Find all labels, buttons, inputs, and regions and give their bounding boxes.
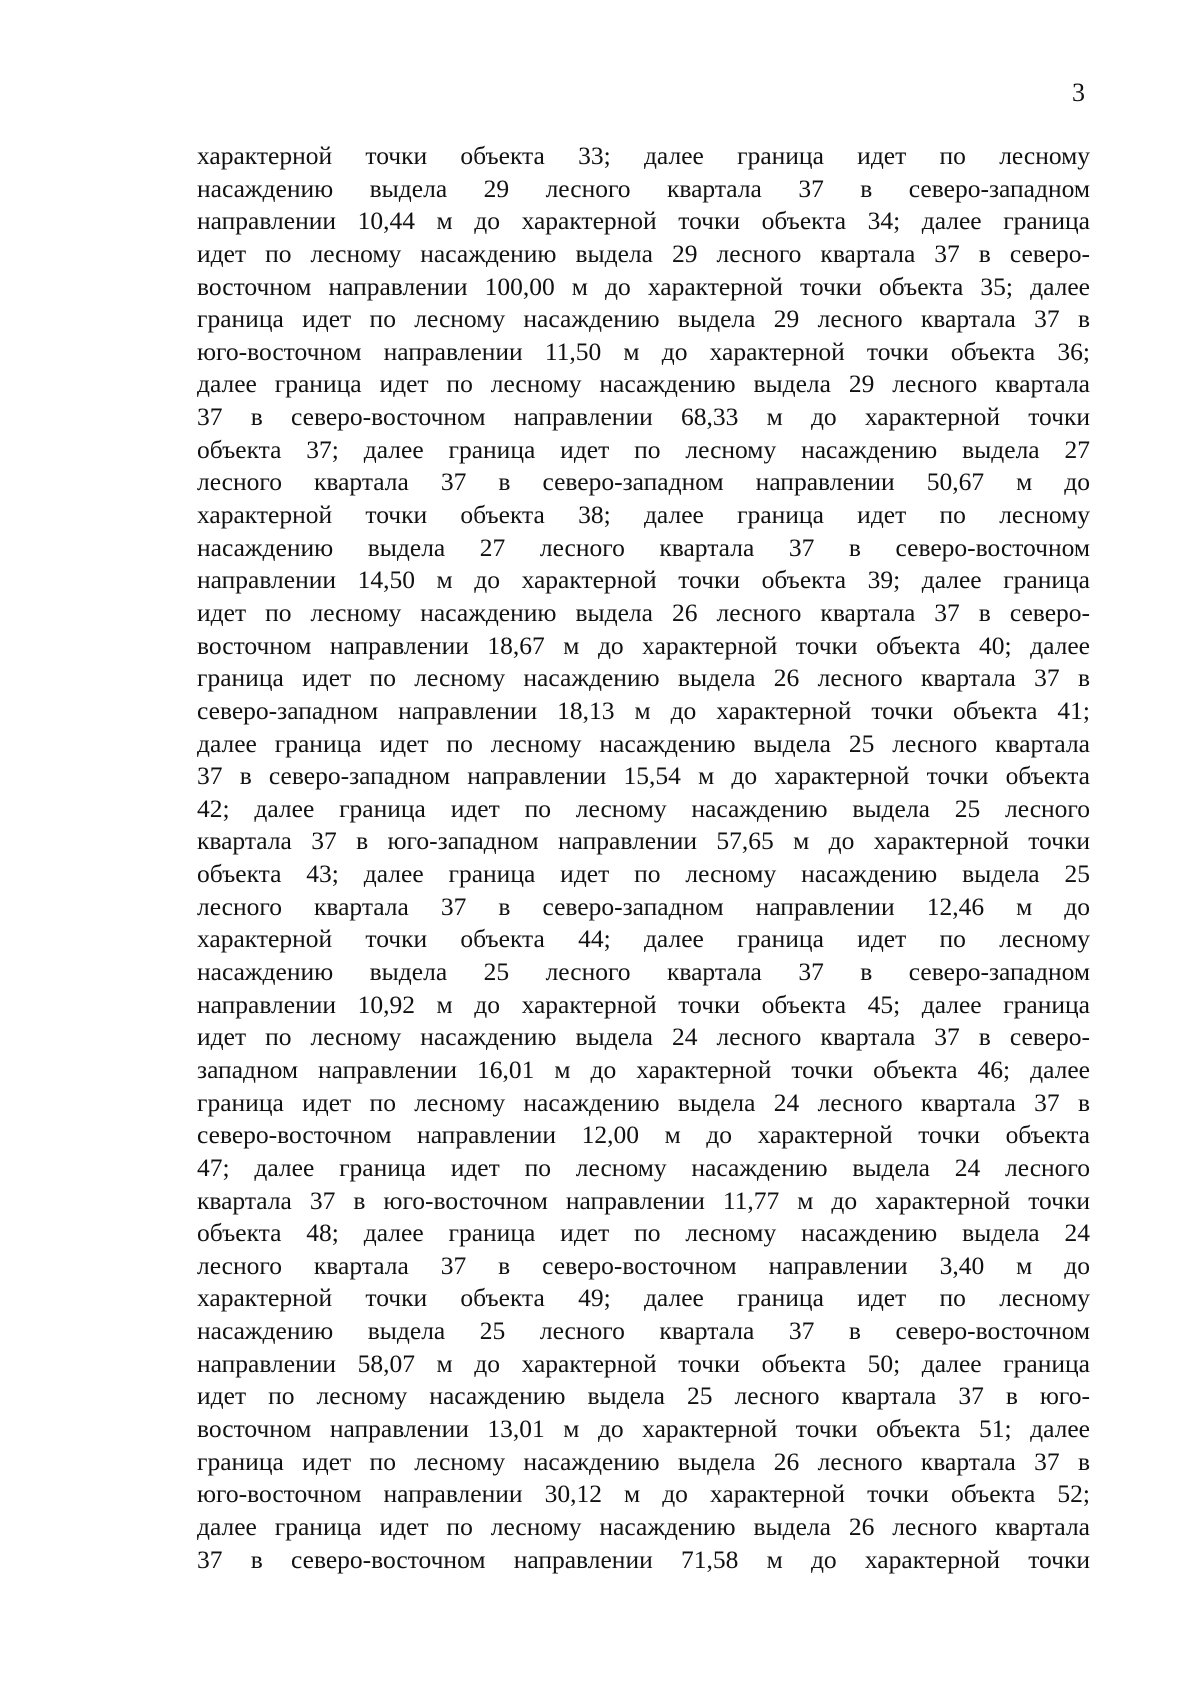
- text-line: лесного квартала 37 в северо-западном направлении 50,67 м до: [197, 467, 1090, 497]
- text-line: 37 в северо-западном направлении 15,54 м до характерной точки объекта: [197, 761, 1090, 791]
- text-line: граница идет по лесному насаждению выдела 26 лесного квартала 37 в: [197, 1446, 1090, 1476]
- text-line: идет по лесному насаждению выдела 24 лесного квартала 37 в северо-: [197, 1022, 1090, 1052]
- text-line: объекта 48; далее граница идет по лесному насаждению выдела 24: [197, 1218, 1090, 1248]
- text-line: идет по лесному насаждению выдела 29 лесного квартала 37 в северо-: [197, 238, 1090, 268]
- text-line: характерной точки объекта 49; далее граница идет по лесному: [197, 1283, 1090, 1313]
- text-line: далее граница идет по лесному насаждению выдела 29 лесного квартала: [197, 369, 1090, 399]
- text-line: далее граница идет по лесному насаждению выдела 25 лесного квартала: [197, 728, 1090, 758]
- text-line: направлении 10,92 м до характерной точки объекта 45; далее граница: [197, 989, 1090, 1019]
- text-line: идет по лесному насаждению выдела 25 лесного квартала 37 в юго-: [197, 1381, 1090, 1411]
- text-line: направлении 14,50 м до характерной точки объекта 39; далее граница: [197, 565, 1090, 595]
- text-line: квартала 37 в юго-западном направлении 57,65 м до характерной точки: [197, 826, 1090, 856]
- page-number: 3: [1072, 78, 1085, 107]
- text-line: северо-западном направлении 18,13 м до характерной точки объекта 41;: [197, 695, 1090, 725]
- text-line: направлении 58,07 м до характерной точки объекта 50; далее граница: [197, 1348, 1090, 1378]
- text-line: насаждению выдела 27 лесного квартала 37 в северо-восточном: [197, 532, 1090, 562]
- text-line: идет по лесному насаждению выдела 26 лесного квартала 37 в северо-: [197, 597, 1090, 627]
- body-text: [197, 140, 1090, 1576]
- text-line: квартала 37 в юго-восточном направлении 11,77 м до характерной точки: [197, 1185, 1090, 1215]
- text-line: граница идет по лесному насаждению выдела 29 лесного квартала 37 в: [197, 304, 1090, 334]
- text-line: юго-восточном направлении 11,50 м до характерной точки объекта 36;: [197, 336, 1090, 366]
- text-line: восточном направлении 13,01 м до характерной точки объекта 51; далее: [197, 1413, 1090, 1443]
- text-line: 37 в северо-восточном направлении 71,58 м до характерной точки: [197, 1544, 1090, 1574]
- text-line: 47; далее граница идет по лесному насаждению выдела 24 лесного: [197, 1152, 1090, 1182]
- text-line: насаждению выдела 25 лесного квартала 37 в северо-восточном: [197, 1316, 1090, 1346]
- text-line: насаждению выдела 25 лесного квартала 37 в северо-западном: [197, 957, 1090, 987]
- text-line: западном направлении 16,01 м до характерной точки объекта 46; далее: [197, 1054, 1090, 1084]
- text-line: далее граница идет по лесному насаждению выдела 26 лесного квартала: [197, 1511, 1090, 1541]
- text-line: восточном направлении 100,00 м до характерной точки объекта 35; далее: [197, 271, 1090, 301]
- text-line: восточном направлении 18,67 м до характерной точки объекта 40; далее: [197, 630, 1090, 660]
- text-line: лесного квартала 37 в северо-западном направлении 12,46 м до: [197, 891, 1090, 921]
- text-line: характерной точки объекта 44; далее граница идет по лесному: [197, 924, 1090, 954]
- text-line: юго-восточном направлении 30,12 м до характерной точки объекта 52;: [197, 1479, 1090, 1509]
- text-line: характерной точки объекта 38; далее граница идет по лесному: [197, 500, 1090, 530]
- text-line: 37 в северо-восточном направлении 68,33 м до характерной точки: [197, 402, 1090, 432]
- text-line: насаждению выдела 29 лесного квартала 37 в северо-западном: [197, 173, 1090, 203]
- text-line: граница идет по лесному насаждению выдела 24 лесного квартала 37 в: [197, 1087, 1090, 1117]
- text-line: характерной точки объекта 33; далее граница идет по лесному: [197, 141, 1090, 170]
- text-line: объекта 37; далее граница идет по лесному насаждению выдела 27: [197, 434, 1090, 464]
- text-line: лесного квартала 37 в северо-восточном направлении 3,40 м до: [197, 1250, 1090, 1280]
- text-line: направлении 10,44 м до характерной точки объекта 34; далее граница: [197, 206, 1090, 236]
- text-line: граница идет по лесному насаждению выдела 26 лесного квартала 37 в: [197, 663, 1090, 693]
- text-line: 42; далее граница идет по лесному насаждению выдела 25 лесного: [197, 793, 1090, 823]
- text-line: северо-восточном направлении 12,00 м до характерной точки объекта: [197, 1120, 1090, 1150]
- text-line: объекта 43; далее граница идет по лесному насаждению выдела 25: [197, 859, 1090, 889]
